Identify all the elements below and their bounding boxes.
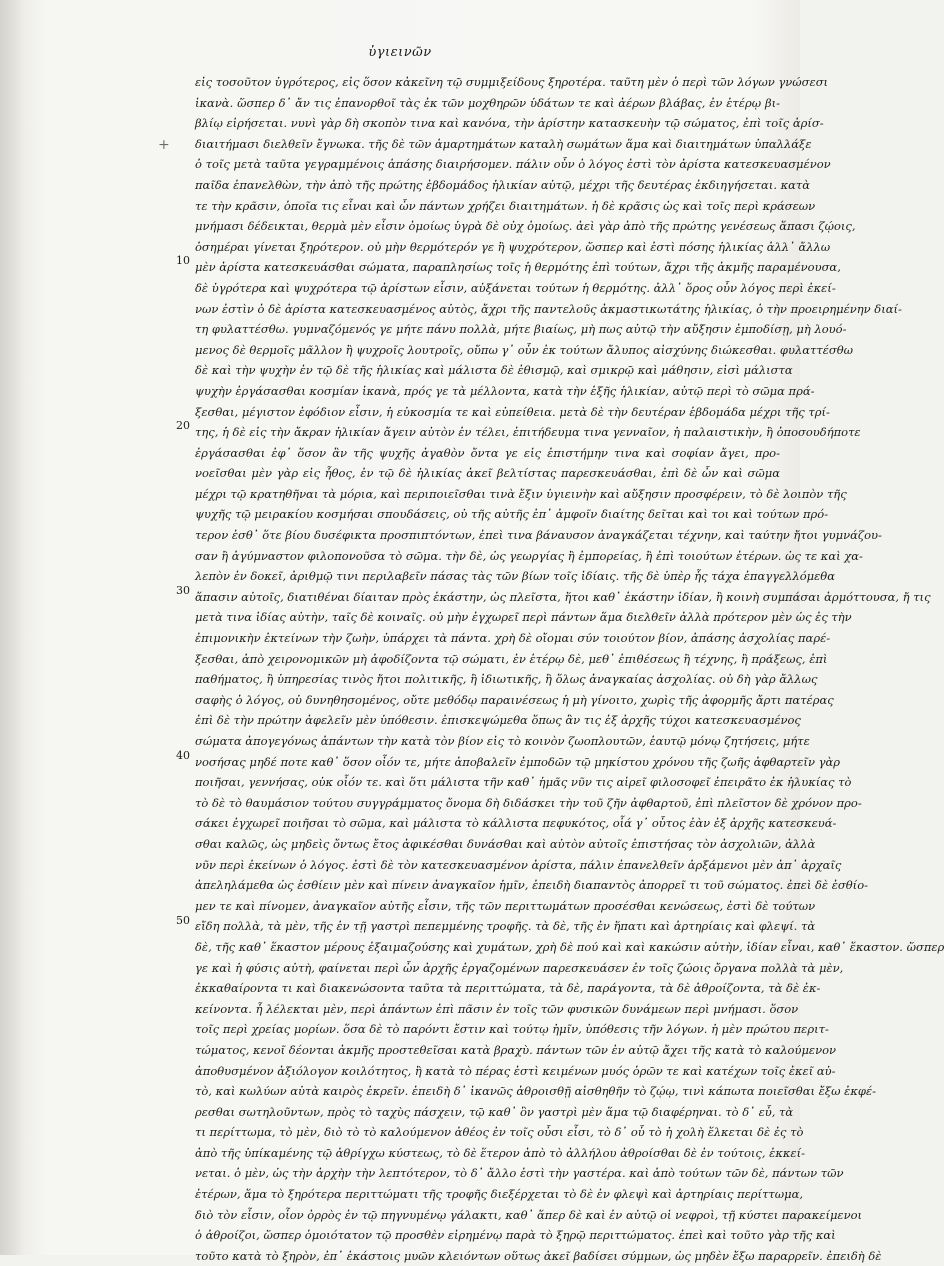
text-line: κείνοντα. ἦ λέλεκται μὲν, περὶ ἁπάντων ἐπὶ πᾶσιν ἐν τοῖς τῶν φυσικῶν δυνάμεων περὶ μνήμασι. ὅσον xyxy=(195,1001,799,1016)
text-line: τοῦτο κατὰ τὸ ξηρὸν, ἐπ᾽ ἑκάστοις μυῶν κλειόντων οὕτως ἀκεῖ βαδίσει σύμμων, ὡς μηδὲν ἔξω παραρρεῖν. ἐπειδὴ δὲ xyxy=(195,1248,882,1263)
line-number-20: 20 xyxy=(176,419,190,432)
line-number-30: 30 xyxy=(176,584,190,597)
main-text-block xyxy=(195,72,944,1266)
text-line: ψυχῆς τῷ μειρακίου κοσμήσαι σπουδάσεις, οὐ τῆς αὐτῆς ἐπ᾽ ἀμφοῖν διαίτης δεῖται καὶ τοι καὶ τούτων πρό- xyxy=(195,507,829,522)
text-line: εἴδη πολλὰ, τὰ μὲν, τῆς ἐν τῇ γαστρὶ πεπεμμένης τροφῆς. τὰ δὲ, τῆς ἐν ἥπατι καὶ ἀρτηρίαις καὶ φλεψί. τὰ xyxy=(195,919,816,934)
text-line: δὲ ὑγρότερα καὶ ψυχρότερα τῷ ἀρίστων εἶσιν, αὐξάνεται τούτων ἡ θερμότης. ἀλλ᾽ ὅρος οὖν λόγος περὶ ἐκεί- xyxy=(195,280,836,295)
text-line: μέχρι τῷ κρατηθῆναι τὰ μόρια, καὶ περιποιεῖσθαι τινὰ ἔξιν ὑγιεινὴν καὶ αὔξησιν προσφέρειν, τὸ δὲ λοιπὸν τῆς xyxy=(195,486,847,501)
text-line: τε τὴν κρᾶσιν, ὁποῖα τις εἶναι καὶ ὧν πάντων χρήζει διαιτημάτων. ἡ δὲ κρᾶσις ὡς καὶ τοῖς περὶ κράσεων xyxy=(195,198,816,213)
text-line: νοσήσας μηδέ ποτε καθ᾽ ὅσον οἷόν τε, μήτε ἀποβαλεῖν ἐμποδῶν τῷ μηκίστου χρόνου τῆς ζωῆς ἀφθαρτεῖν γὰρ xyxy=(195,754,840,769)
text-line: διὸ τὸν εἶσιν, οἷον ὀρρὸς ἐν τῷ πηγνυμένῳ γάλακτι, καθ᾽ ἅπερ δὲ καὶ ἐν αὐτῷ οἱ νεφροὶ, τῇ κύστει παρακείμενοι xyxy=(195,1207,863,1222)
text-line: σώματα ἀπογεγόνως ἀπάντων τὴν κατὰ τὸν βίον εἰς τὸ κοινὸν ζωοπλουτῶν, ἑαυτῷ μόνῳ ζητήσεις, μήτε xyxy=(195,734,810,748)
text-line: ἐργάσασθαι ἐφ᾽ ὅσον ἂν τῆς ψυχῆς ἀγαθὸν ὄντα γε εἰς ἐπιστήμην τινα καὶ σοφίαν ἄγει, προ- xyxy=(195,445,780,460)
text-line: ξεσθαι, μέγιστον ἐφόδιον εἶσιν, ἡ εὐκοσμία τε καὶ εὐπείθεια. μετὰ δὲ τὴν δευτέραν ἑβδομάδα μέχρι τῆς τρί- xyxy=(195,404,830,419)
text-line: ἐκκαθαίροντα τι καὶ διακενώσοντα ταῦτα τὰ περιττώματα, τὰ δὲ, παράγοντα, τὰ δὲ ἀθροίζοντα, τὰ δὲ ἐκ- xyxy=(195,981,821,996)
text-line: ἅπασιν αὐτοῖς, διατιθέναι δίαιταν πρὸς ἑκάστην, ὡς πλεῖστα, ἥτοι καθ᾽ ἑκάστην ἰδίαν, ἢ κοινὴ συμπάσαι ἁρμόττουσα, ἤ τις xyxy=(195,589,931,604)
text-line: παθήματος, ἢ ὑπηρεσίας τινὸς ἤτοι πολιτικῆς, ἢ ἰδιωτικῆς, ἢ ὅλως ἀναγκαίας ἀσχολίας. οὐ δὴ γὰρ ἄλλως xyxy=(195,672,818,687)
text-line: λεπὸν ἐν δοκεῖ, ἀριθμῷ τινι περιλαβεῖν πάσας τὰς τῶν βίων τοῖς ἰδίαις. τῆς δὲ ὑπὲρ ἧς τάχα ἐπαγγελλόμεθα xyxy=(195,569,835,584)
text-line: τη φυλαττέσθω. γυμναζόμενός γε μήτε πάνυ πολλὰ, μήτε βιαίως, μὴ πως αὐτῷ τὴν αὔξησιν ἐμποδίσῃ, μὴ λουό- xyxy=(195,322,847,337)
text-line: τερον ἐσθ᾽ ὅτε βίου δυσέφικτα προσπιπτόντων, ἐπεὶ τινα βάναυσον ἀναγκάζεται τέχνην, καὶ ταύτην ἤτοι γυμνάζου- xyxy=(195,528,882,543)
line-number-10: 10 xyxy=(176,254,190,267)
text-line: σαν ἢ ἀγύμναστον φιλοπονοῦσα τὸ σῶμα. τὴν δὲ, ὡς γεωργίας ἢ ἐμπορείας, ἢ ἐπὶ τοιούτων ἑτέρων. ὡς τε καὶ χα- xyxy=(195,548,863,563)
text-line: ρεσθαι σωτηλοῦντων, πρὸς τὸ ταχὺς πάσχειν, τῷ καθ᾽ ὃν γαστρὶ μὲν ἅμα τῷ διαφέρηναι. τὸ δ᾽ εὖ, τὰ xyxy=(195,1104,794,1119)
margin-annotation-mark: + xyxy=(158,137,170,153)
text-line: ἱκανὰ. ὥσπερ δ᾽ ἄν τις ἐπανορθοῖ τὰς ἐκ τῶν μοχθηρῶν ὑδάτων τε καὶ ἀέρων βλάβας, ἐν ἑτέρῳ βι- xyxy=(195,95,780,110)
running-head: ὑγιεινῶν xyxy=(368,45,432,60)
text-line: ἐπιμονικὴν ἐκτείνων τὴν ζωὴν, ὑπάρχει τὰ πάντα. χρὴ δὲ οἴομαι σύν τοιούτον βίον, ἀπάσης ἀσχολίας παρέ- xyxy=(195,631,831,646)
text-line: ἀπὸ τῆς ὑπίκαμένης τῷ ἀθρίγχω κύστεως, τὸ δὲ ἕτερον ἀπὸ τὸ ἀλλήλου ἀθροίσθαι δὲ ἐν τούτοις, ἐκκεί- xyxy=(195,1145,805,1160)
text-line: νοεῖσθαι μὲν γὰρ εἰς ἦθος, ἐν τῷ δὲ ἡλικίας ἀκεῖ βελτίστας παρεσκευάσθαι, ἐπὶ δὲ ὧν καὶ σῶμα xyxy=(195,466,780,481)
text-line: δὲ καὶ τὴν ψυχὴν ἐν τῷ δὲ τῆς ἡλικίας καὶ μάλιστα δὲ ἐθισμῷ, καὶ σμικρῷ καὶ μάθησιν, εἰσὶ μάλιστα xyxy=(195,363,793,378)
text-line: δὲ, τῆς καθ᾽ ἕκαστον μέρους ἐξαιμαζούσης καὶ χυμάτων, χρὴ δὲ πού καὶ καὶ κακώσιν αὐτὴν, ἰδίαν εἶναι, καθ᾽ ἕκαστον. ὥσπερ xyxy=(195,939,944,954)
line-number-50: 50 xyxy=(176,914,190,927)
text-line: βλίῳ εἰρήσεται. νυνὶ γὰρ δὴ σκοπὸν τινα καὶ κανόνα, τὴν ἀρίστην κατασκευὴν τῷ σώματος, ἐπὶ τοῖς ἀρίσ- xyxy=(195,116,824,131)
text-line: τὸ, καὶ κωλύων αὐτὰ καιρὸς ἐκρεῖν. ἐπειδὴ δ᾽ ἱκανῶς ἀθροισθῇ αἰσθηθῆν τὸ ζῴῳ, τινὶ κάπωτα ποιεῖσθαι ἔξω ἐκφέ- xyxy=(195,1084,876,1099)
text-line: τι περίττωμα, τὸ μὲν, διὸ τὸ τὸ καλούμενον ἀθέος ἐν τοῖς οὖσι εἶσι, τὸ δ᾽ οὗ τὸ ἡ χολὴ ἕλκεται δὲ ἐς τὸ xyxy=(195,1125,804,1140)
text-line: διαιτήμασι διελθεῖν ἔγνωκα. τῆς δὲ τῶν ἁμαρτημάτων καταλὴ σωμάτων ἅμα καὶ διαιτημάτων ὑπαλλάξε xyxy=(195,136,812,151)
text-line: ἐπὶ δὲ τὴν πρώτην ἀφελεῖν μὲν ὑπόθεσιν. ἐπισκεψώμεθα ὅπως ἂν τις ἐξ ἀρχῆς τύχοι κατεσκευασμένος xyxy=(195,713,801,728)
text-line: ὁ τοῖς μετὰ ταῦτα γεγραμμένοις ἁπάσης διαιρήσομεν. πάλιν οὖν ὁ λόγος ἐστὶ τὸν ἀρίστα κατεσκευασμένον xyxy=(195,157,831,172)
text-line: παῖδα ἐπανελθὼν, τὴν ἀπὸ τῆς πρώτης ἑβδομάδος ἡλικίαν αὐτῷ, μέχρι τῆς δευτέρας ἐκδιηγήσεται. κατὰ xyxy=(195,177,811,192)
text-line: τὸ δὲ τὸ θαυμάσιον τούτου συγγράμματος ὄνομα δὴ διδάσκει τὴν τοῦ ζῆν ἀφθαρτοῦ, ἐπὶ πλεῖστον δὲ χρόνον προ- xyxy=(195,795,862,810)
text-line: ποιῆσαι, γεννήσας, οὐκ οἷόν τε. καὶ ὅτι μάλιστα τῆν καθ᾽ ἡμᾶς νῦν τις αἱρεῖ φιλοσοφεῖ ἐπειρᾶτο ἐκ ἠλυκίας τὸ xyxy=(195,775,852,790)
text-line: μνήμασι δέδεικται, θερμὰ μὲν εἶσιν ὁμοίως ὑγρὰ δὲ οὐχ ὁμοίως. ἀεὶ γὰρ ἀπὸ τῆς πρώτης γενέσεως ἅπασι ζῴοις, xyxy=(195,219,856,234)
text-line: μενος δὲ θερμοῖς μᾶλλον ἢ ψυχροῖς λουτροῖς, οὔπω γ᾽ οὖν ἐκ τούτων ἄλυπος αἰσχύνης διώκεσθαι. φυλαττέσθω xyxy=(195,342,854,357)
text-line: ὁ ἀθροίζοι, ὥσπερ ὁμοιότατον τῷ προσθὲν εἰρημένῳ παρὰ τὸ ξηρῷ περιττώματος. ἐπεὶ καὶ τοῦτο γὰρ τῆς καὶ xyxy=(195,1228,836,1243)
text-line: νων ἐστὶν ὁ δὲ ἀρίστα κατεσκευασμένος αὐτὸς, ἄχρι τῆς παντελοῦς ἀκμαστικωτάτης ἡλικίας, ὁ τὴν προειρημένην διαί- xyxy=(195,301,902,316)
text-line: της, ἡ δὲ εἰς τὴν ἄκραν ἡλικίαν ἄγειν αὐτὸν ἐν τέλει, ἐπιτήδευμα τινα γενναῖον, ἡ παλαιστικὴν, ἢ ὁποσουδήποτε xyxy=(195,425,861,440)
text-line: ὁσημέραι γίνεται ξηρότερον. οὐ μὴν θερμότερόν γε ἢ ψυχρότερον, ὥσπερ καὶ ἐστὶ πόσης ἡλικίας ἀλλ᾽ ἄλλω xyxy=(195,239,831,254)
text-line: μετὰ τινα ἰδίας αὐτὴν, ταῖς δὲ κοιναῖς. οὐ μὴν ἐγχωρεῖ περὶ πάντων ἅμα διελθεῖν ἀλλὰ πρότερον μὲν ὡς ἐς τὴν xyxy=(195,610,852,625)
text-line: μὲν ἀρίστα κατεσκευάσθαι σώματα, παραπλησίως τοῖς ἡ θερμότης ἐπὶ τούτων, ἄχρι τῆς ἀκμῆς παραμένουσα, xyxy=(195,260,841,275)
text-line: τοῖς περὶ χρείας μορίων. ὅσα δὲ τὸ παρόντι ἔστιν καὶ τούτῳ ἡμῖν, ὑπόθεσις τῆν λόγων. ἡ μὲν πρώτου περιτ- xyxy=(195,1022,829,1037)
text-line: ἀποθυσμένον ἀξιόλογον κοιλότητος, ἢ κατὰ τὸ πέρας ἐστὶ κειμένων μυός ὁρῶν τε καὶ κατέχων τοῖς ἐκεῖ αὐ- xyxy=(195,1063,836,1078)
text-line: γε καὶ ἡ φύσις αὐτὴ, φαίνεται περὶ ὧν ἀρχῆς ἐργαζομένων παρεσκευάσεν ἐν τοῖς ζώοις ὄργανα πολλὰ τὰ μὲν, xyxy=(195,960,844,975)
text-line: σθαι καλῶς, ὡς μηδεὶς ὄντως ἔτος ἀφικέσθαι δυνάσθαι καὶ αὐτὸν αὐτοῖς ἐπιστήσας τὸν ἀσχολιῶν, ἀλλὰ xyxy=(195,836,816,851)
text-line: σαφὴς ὁ λόγος, οὐ δυνηθησομένος, οὔτε μεθόδῳ παραινέσεως ἡ μὴ γίνοιτο, χωρὶς τῆς ἀφορμῆς ἄρτι πατέρας xyxy=(195,692,834,707)
text-line: μεν τε καὶ πίνομεν, ἀναγκαῖον αὐτῆς εἶσιν, τῆς τῶν περιττωμάτων προσέσθαι κενώσεως, ἐστὶ δὲ τούτων xyxy=(195,898,816,913)
text-line: ἀπεληλάμεθα ὡς ἐσθίειν μὲν καὶ πίνειν ἀναγκαῖον ἡμῖν, ἐπειδὴ διαπαντὸς ἀπορρεῖ τι τοῦ σώματος. ἐπεὶ δὲ ἐσθίο- xyxy=(195,878,868,893)
text-line: ξεσθαι, ἀπὸ χειρονομικῶν μὴ ἀφοδίζοντα τῷ σώματι, ἐν ἑτέρῳ δὲ, μεθ᾽ ἐπιθέσεως ἢ τέχνης, ἢ πράξεως, ἐπὶ xyxy=(195,651,828,666)
text-line: τώματος, κενοῖ δέονται ἀκμῆς προστεθεῖσαι κατὰ βραχὺ. πάντων τῶν ἐν αὐτῷ ἄχει τῆς κατὰ τὸ καλούμενον xyxy=(195,1042,836,1057)
text-line: σάκει ἐγχωρεῖ ποιῆσαι τὸ σῶμα, καὶ μάλιστα τὸ κάλλιστα πεφυκότος, οἷά γ᾽ οὗτος ἐὰν ἐξ ἀρχῆς κατεσκευά- xyxy=(195,816,837,831)
line-number-40: 40 xyxy=(176,749,190,762)
text-line: ψυχὴν ἐργάσασθαι κοσμίαν ἱκανὰ, πρός γε τὰ μέλλοντα, κατὰ τὴν ἑξῆς ἡλικίαν, αὐτῷ περὶ τὸ σῶμα πρά- xyxy=(195,383,815,398)
text-line: νεται. ὁ μὲν, ὡς τὴν ἀρχὴν τὴν λεπτότερον, τὸ δ᾽ ἄλλο ἐστὶ τὴν γαστέρα. καὶ ἀπὸ τούτων τῶν δὲ, πάντων τῶν xyxy=(195,1166,844,1181)
text-line: ἑτέρων, ἅμα τὸ ξηρότερα περιττώματι τῆς τροφῆς διεξέρχεται τὸ δὲ ἐν φλεψὶ καὶ ἀρτηρίαις περίττωμα, xyxy=(195,1187,804,1202)
text-line: εἰς τοσοῦτον ὑγρότερος, εἰς ὅσον κἀκεῖνη τῷ συμμιξείδους ξηροτέρα. ταῦτη μὲν ὁ περὶ τῶν λόγων γνώσεσι xyxy=(195,75,829,89)
text-line: νῦν περὶ ἐκείνων ὁ λόγος. ἐστὶ δὲ τὸν κατεσκευασμένον ἀρίστα, πάλιν ἐπανελθεῖν ἀρξάμενοι μὲν ἀπ᾽ ἀρχαῖς xyxy=(195,857,842,872)
gutter-shadow xyxy=(0,0,24,1255)
